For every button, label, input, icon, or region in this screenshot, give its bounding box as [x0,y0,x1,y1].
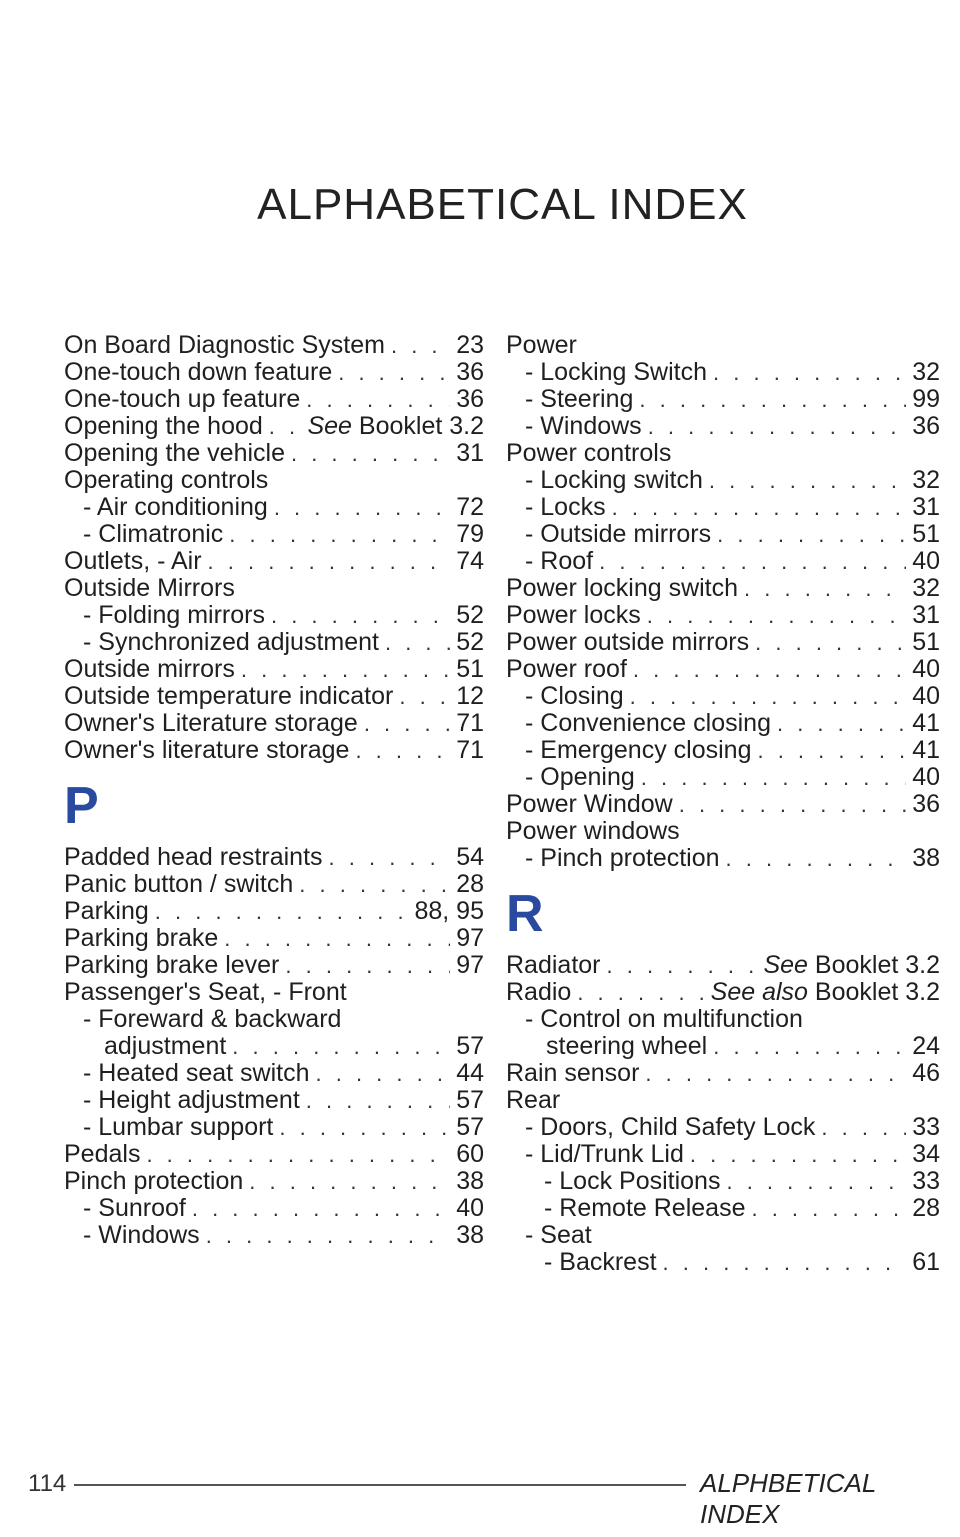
index-term: - Foreward & backward [83,1005,342,1033]
dot-leader [612,494,907,521]
index-entry [64,494,484,521]
dot-leader [274,494,450,521]
dot-leader [229,521,450,548]
dot-leader [291,440,450,467]
index-term: - Locks [525,493,606,521]
index-page-number: 54 [456,843,484,871]
index-term: Panic button / switch [64,870,294,898]
dot-leader [206,1222,451,1249]
dot-leader [607,952,758,979]
index-entry [506,494,940,521]
index-heading [506,1006,940,1033]
index-entry [64,737,484,764]
index-entry [64,656,484,683]
index-entry [64,1168,484,1195]
index-term: Opening the hood [64,412,263,440]
see-label: See [307,412,352,440]
index-entry [506,413,940,440]
dot-leader [232,1033,450,1060]
index-entry [506,1141,940,1168]
dot-leader [385,629,450,656]
index-page-number: 52 [456,628,484,656]
dot-leader [713,359,906,386]
index-page-number: 72 [456,493,484,521]
index-term: Power roof [506,655,627,683]
index-term: Power locking switch [506,574,739,602]
dot-leader [285,952,450,979]
index-term: Power controls [506,439,672,467]
index-term: Power outside mirrors [506,628,750,656]
index-entry [64,440,484,467]
index-page-number: 46 [912,1059,940,1087]
index-heading [506,818,940,845]
footer-rule [74,1484,686,1486]
index-term: Radiator [506,951,601,979]
index-term: - Opening [525,763,635,791]
index-entry [506,1168,940,1195]
dot-leader [639,386,906,413]
dot-leader [155,898,409,925]
index-cross-reference [711,979,940,1006]
index-entry [64,1195,484,1222]
index-entry [64,952,484,979]
index-column-right [506,332,940,1276]
index-term: - Convenience closing [525,709,771,737]
dot-leader [648,413,907,440]
index-page-number: 41 [912,736,940,764]
index-page-number: 31 [456,439,484,467]
index-entry [506,1060,940,1087]
index-term: - Doors, Child Safety Lock [525,1113,816,1141]
index-entry [64,359,484,386]
index-column-left [64,332,484,1249]
index-entry [64,898,484,925]
index-heading [64,467,484,494]
dot-leader [208,548,451,575]
index-term: Power locks [506,601,641,629]
index-page-number: 36 [912,790,940,818]
index-page-number: 28 [456,870,484,898]
dot-leader [709,467,906,494]
index-term: - Backrest [544,1248,657,1276]
dot-leader [744,575,906,602]
dot-leader [679,791,906,818]
index-entry [506,791,940,818]
index-term: Pinch protection [64,1167,244,1195]
index-heading [64,575,484,602]
index-entry [64,1141,484,1168]
dot-leader [279,1114,450,1141]
index-term: - Control on multifunction [525,1005,803,1033]
index-term: - Air conditioning [83,493,268,521]
dot-leader [690,1141,906,1168]
index-page-number: 31 [912,601,940,629]
index-heading [506,440,940,467]
index-page-number: 97 [456,924,484,952]
index-page-number: 88, 95 [414,897,484,925]
index-term: - Climatronic [83,520,224,548]
index-heading [506,1222,940,1249]
dot-leader [271,602,450,629]
index-page-number: 51 [912,520,940,548]
index-entry [64,1060,484,1087]
index-entry [64,871,484,898]
index-term: - Lumbar support [83,1113,274,1141]
dot-leader [338,359,450,386]
index-term: Outside Mirrors [64,574,235,602]
footer-title: ALPHBETICAL INDEX [700,1468,876,1529]
index-page-number: 51 [456,655,484,683]
index-entry [64,386,484,413]
index-term: Outside mirrors [64,655,235,683]
index-entry [64,332,484,359]
index-term: Power [506,331,577,359]
dot-leader [713,1033,906,1060]
index-entry [64,1114,484,1141]
index-term: Rain sensor [506,1059,640,1087]
index-page-number: 38 [456,1221,484,1249]
index-page-number: 32 [912,358,940,386]
index-entry [506,683,940,710]
index-term: Owner's literature storage [64,736,350,764]
index-term: - Windows [83,1221,200,1249]
index-entry [506,1033,940,1060]
see-label: See also [710,978,808,1006]
index-page-number: 99 [912,385,940,413]
index-term: - Closing [525,682,624,710]
index-entry [506,629,940,656]
page-number: 114 [28,1470,67,1497]
dot-leader [192,1195,450,1222]
index-page-number: 57 [456,1032,484,1060]
index-page-number: 31 [912,493,940,521]
dot-leader [399,683,450,710]
index-term: - Lid/Trunk Lid [525,1140,684,1168]
index-entry [506,845,940,872]
index-entry [506,602,940,629]
dot-leader [645,1060,906,1087]
index-term: Owner's Literature storage [64,709,358,737]
index-term: - Heated seat switch [83,1059,310,1087]
index-term: One-touch down feature [64,358,333,386]
section-letter: R [506,885,544,943]
index-page-number: 32 [912,466,940,494]
index-entry [506,737,940,764]
index-term: Power Window [506,790,673,818]
index-page-number: 12 [456,682,484,710]
index-entry [64,413,484,440]
index-entry [506,1114,940,1141]
dot-leader [755,629,906,656]
index-entry [64,710,484,737]
index-term: - Synchronized adjustment [83,628,379,656]
index-entry [64,1222,484,1249]
index-entry [506,521,940,548]
index-page-number: 57 [456,1086,484,1114]
index-entry [64,683,484,710]
dot-leader [630,683,907,710]
index-entry [506,359,940,386]
index-term: - Roof [525,547,594,575]
index-page-number: 24 [912,1032,940,1060]
dot-leader [726,1168,906,1195]
dot-leader [577,979,704,1006]
index-page-number: 40 [456,1194,484,1222]
index-term: Parking brake [64,924,219,952]
index-page-number: 38 [456,1167,484,1195]
dot-leader [241,656,450,683]
index-term: - Seat [525,1221,592,1249]
index-term: adjustment [104,1032,227,1060]
dot-leader [757,737,906,764]
index-page-number: 38 [912,844,940,872]
dot-leader [599,548,906,575]
index-entry [64,521,484,548]
index-entry [506,979,940,1006]
index-page-number: 60 [456,1140,484,1168]
index-entry [64,629,484,656]
index-page-number: 40 [912,655,940,683]
dot-leader [249,1168,450,1195]
index-term: - Locking switch [525,466,703,494]
booklet-reference: Booklet 3.2 [358,412,484,440]
index-term: Parking brake lever [64,951,280,979]
index-entry [64,1033,484,1060]
index-page-number: 36 [912,412,940,440]
index-entry [506,1249,940,1276]
dot-leader [306,1087,450,1114]
index-term: - Pinch protection [525,844,720,872]
dot-leader [633,656,906,683]
index-page-number: 71 [456,709,484,737]
index-entry [506,575,940,602]
dot-leader [316,1060,451,1087]
index-page-number: 79 [456,520,484,548]
index-heading [506,1087,940,1114]
index-term: - Steering [525,385,634,413]
index-entry [506,548,940,575]
index-term: Pedals [64,1140,141,1168]
dot-leader [647,602,906,629]
index-term: Passenger's Seat, - Front [64,978,347,1006]
index-term: Operating controls [64,466,269,494]
index-cross-reference [763,952,940,979]
dot-leader [224,925,450,952]
index-page-number: 97 [456,951,484,979]
index-term: Outlets, - Air [64,547,202,575]
index-entry [64,844,484,871]
index-entry [64,548,484,575]
dot-leader [717,521,906,548]
index-page-number: 34 [912,1140,940,1168]
index-page-number: 36 [456,385,484,413]
index-page-number: 33 [912,1113,940,1141]
index-heading [64,1006,484,1033]
index-entry [506,386,940,413]
index-term: - Windows [525,412,642,440]
index-entry [64,925,484,952]
index-term: Parking [64,897,149,925]
index-page-number: 52 [456,601,484,629]
booklet-reference: Booklet 3.2 [814,978,940,1006]
index-page-number: 36 [456,358,484,386]
index-term: Rear [506,1086,561,1114]
dot-leader [329,844,451,871]
index-heading [64,979,484,1006]
index-term: Power windows [506,817,680,845]
index-term: One-touch up feature [64,385,301,413]
dot-leader [269,413,302,440]
index-page-number: 71 [456,736,484,764]
dot-leader [821,1114,906,1141]
index-term: - Height adjustment [83,1086,300,1114]
index-page-number: 23 [456,331,484,359]
index-term: - Emergency closing [525,736,752,764]
dot-leader [355,737,450,764]
page-title: ALPHABETICAL INDEX [257,180,748,229]
index-term: Radio [506,978,572,1006]
index-entry [506,656,940,683]
index-page-number: 41 [912,709,940,737]
index-page-number: 32 [912,574,940,602]
index-page-number: 40 [912,547,940,575]
dot-leader [299,871,450,898]
index-term: Opening the vehicle [64,439,285,467]
index-term: On Board Diagnostic System [64,331,385,359]
index-page-number: 40 [912,682,940,710]
index-page-number: 33 [912,1167,940,1195]
index-entry [64,1087,484,1114]
index-entry [506,952,940,979]
see-label: See [763,951,808,979]
index-entry [506,710,940,737]
index-term: Outside temperature indicator [64,682,394,710]
dot-leader [146,1141,450,1168]
index-term: - Folding mirrors [83,601,265,629]
index-page-number: 40 [912,763,940,791]
index-term: - Sunroof [83,1194,186,1222]
dot-leader [391,332,450,359]
booklet-reference: Booklet 3.2 [814,951,940,979]
dot-leader [306,386,450,413]
index-cross-reference [307,413,484,440]
index-term: Padded head restraints [64,843,323,871]
index-term: - Outside mirrors [525,520,712,548]
index-entry [506,1195,940,1222]
index-page-number: 28 [912,1194,940,1222]
index-page-number: 44 [456,1059,484,1087]
index-page-number: 57 [456,1113,484,1141]
dot-leader [663,1249,907,1276]
index-entry [506,467,940,494]
dot-leader [777,710,906,737]
index-page-number: 74 [456,547,484,575]
dot-leader [641,764,906,791]
dot-leader [751,1195,906,1222]
index-entry [506,764,940,791]
dot-leader [364,710,450,737]
index-page-number: 61 [912,1248,940,1276]
section-letter: P [64,777,99,835]
index-term: - Locking Switch [525,358,708,386]
index-term: - Remote Release [544,1194,746,1222]
index-heading [506,332,940,359]
index-entry [64,602,484,629]
index-page-number: 51 [912,628,940,656]
index-term: steering wheel [546,1032,708,1060]
index-term: - Lock Positions [544,1167,721,1195]
dot-leader [726,845,907,872]
